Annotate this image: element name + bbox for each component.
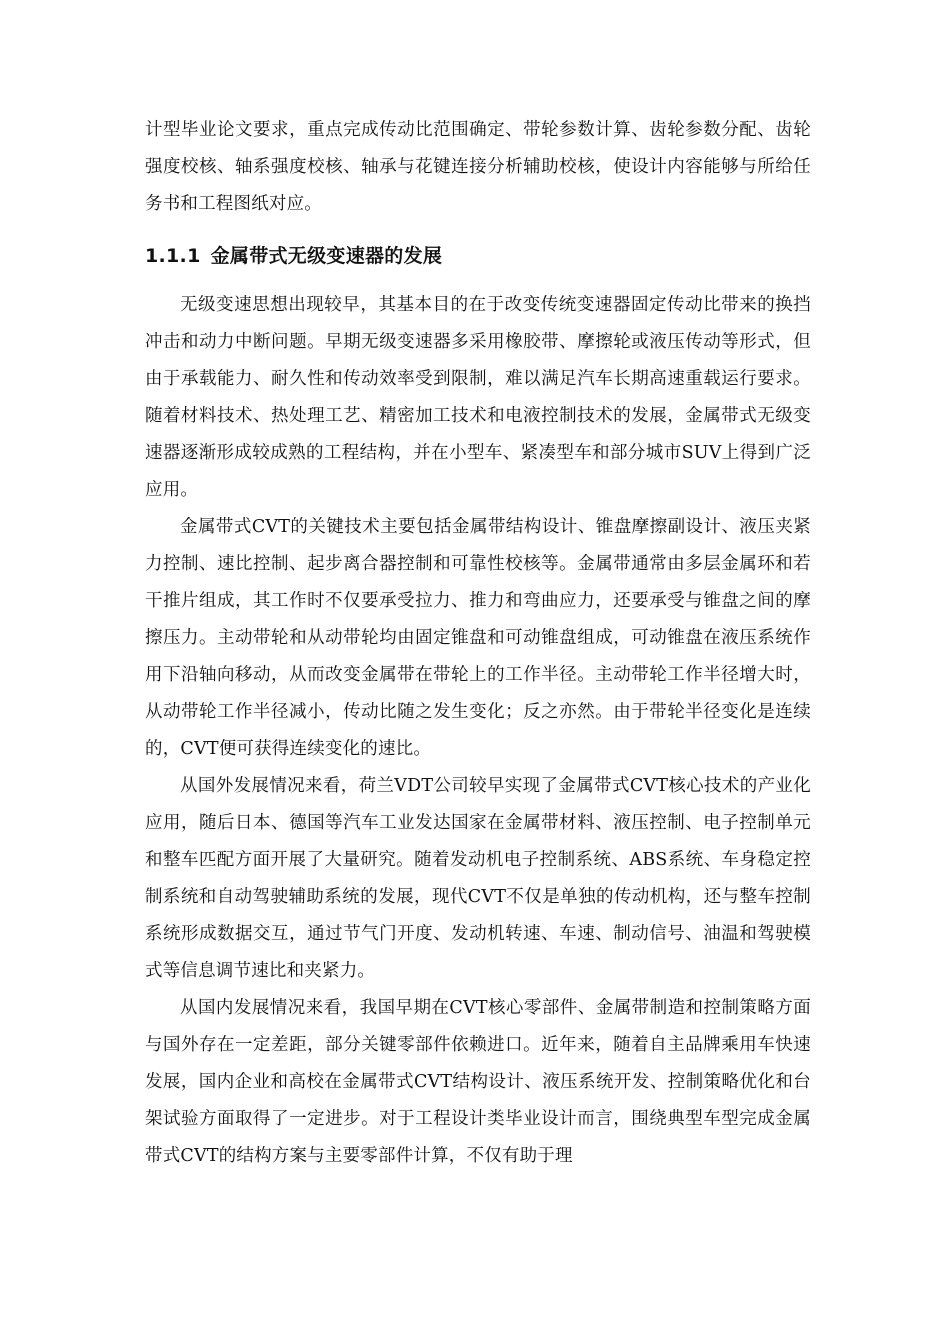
intro-paragraph: 计型毕业论文要求，重点完成传动比范围确定、带轮参数计算、齿轮参数分配、齿轮强度校核、轴系强度校核、轴承与花键连接分析辅助校核，使设计内容能够与所给任务书和工程图纸对应。 (145, 120, 811, 214)
body-paragraph-history: 无级变速思想出现较早，其基本目的在于改变传统变速器固定传动比带来的换挡冲击和动力中断问题。早期无级变速器多采用橡胶带、摩擦轮或液压传动等形式，但由于承载能力、耐久性和传动效率受到限制，难以满足汽车长期高速重载运行要求。随着材料技术、热处理工艺、精密加工技术和电液控制技术的发展，金属带式无级变速器逐渐形成较成熟的工程结构，并在小型车、紧凑型车和部分城市SUV上得到广泛应用。 (145, 295, 811, 500)
body-paragraph-domestic: 从国内发展情况来看，我国早期在CVT核心零部件、金属带制造和控制策略方面与国外存在一定差距，部分关键零部件依赖进口。近年来，随着自主品牌乘用车快速发展，国内企业和高校在金属带式CVT结构设计、液压系统开发、控制策略优化和台架试验方面取得了一定进步。对于工程设计类毕业设计而言，围绕典型车型完成金属带式CVT的结构方案与主要零部件计算，不仅有助于理 (145, 998, 811, 1166)
section-heading (145, 241, 811, 271)
body-paragraph-key-tech: 金属带式CVT的关键技术主要包括金属带结构设计、锥盘摩擦副设计、液压夹紧力控制、速比控制、起步离合器控制和可靠性校核等。金属带通常由多层金属环和若干推片组成，其工作时不仅要承受拉力、推力和弯曲应力，还要承受与锥盘之间的摩擦压力。主动带轮和从动带轮均由固定锥盘和可动锥盘组成，可动锥盘在液压系统作用下沿轴向移动，从而改变金属带在带轮上的工作半径。主动带轮工作半径增大时，从动带轮工作半径减小，传动比随之发生变化；反之亦然。由于带轮半径变化是连续的，CVT便可获得连续变化的速比。 (145, 517, 811, 759)
body-paragraph-foreign: 从国外发展情况来看，荷兰VDT公司较早实现了金属带式CVT核心技术的产业化应用，随后日本、德国等汽车工业发达国家在金属带材料、液压控制、电子控制单元和整车匹配方面开展了大量研究。随着发动机电子控制系统、ABS系统、车身稳定控制系统和自动驾驶辅助系统的发展，现代CVT不仅是单独的传动机构，还与整车控制系统形成数据交互，通过节气门开度、发动机转速、车速、制动信号、油温和驾驶模式等信息调节速比和夹紧力。 (145, 776, 811, 981)
section-title: 金属带式无级变速器的发展 (210, 245, 443, 267)
section-number: 1.1.1 (145, 245, 201, 267)
document-page (145, 112, 811, 1175)
